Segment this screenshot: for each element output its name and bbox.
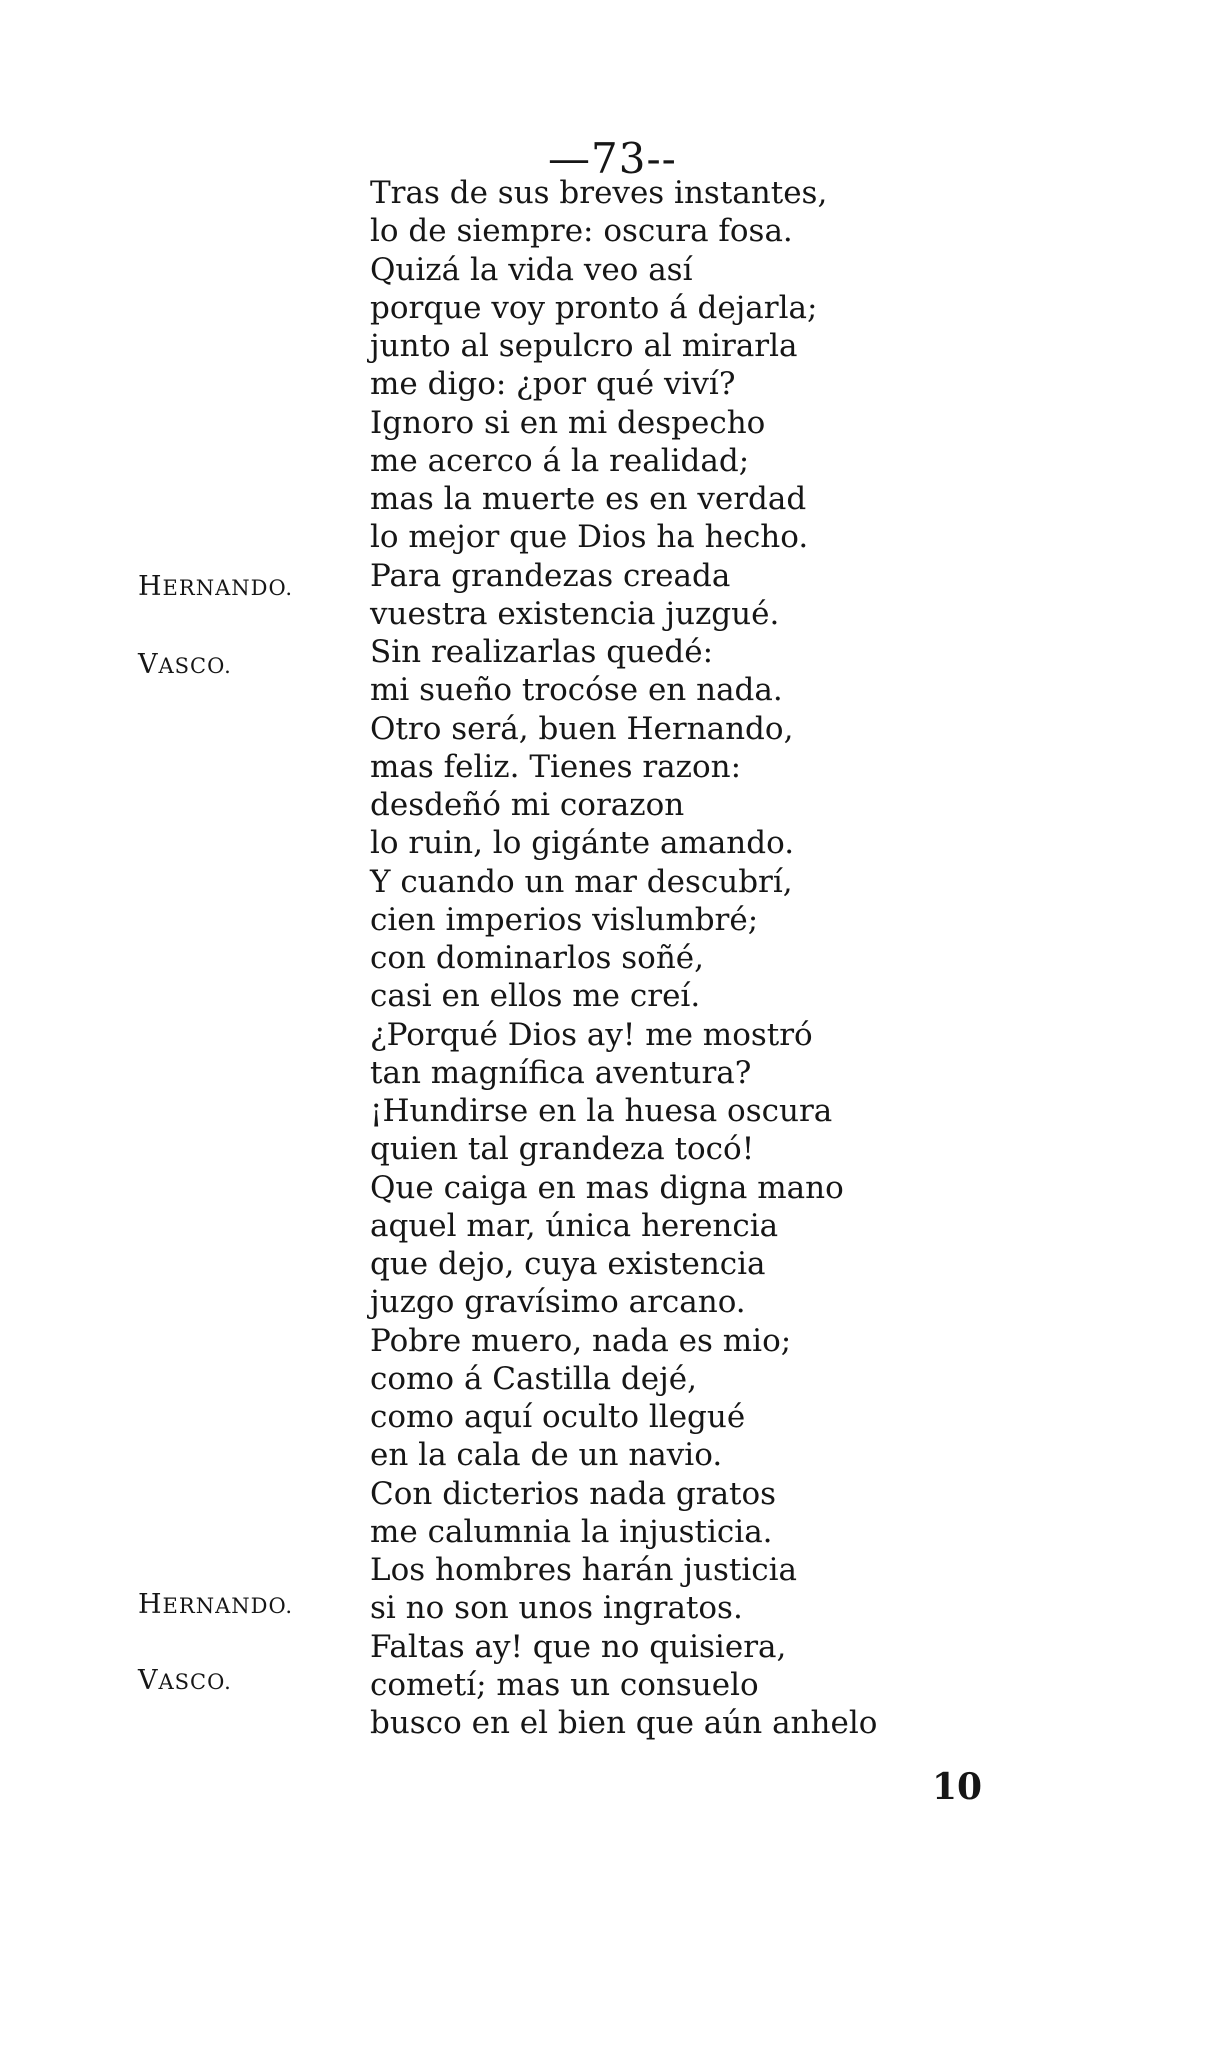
speaker-initial: V bbox=[138, 649, 159, 680]
page-number: —73-- bbox=[548, 134, 677, 183]
verse-line: Otro será, buen Hernando, bbox=[370, 710, 794, 747]
verse-line: aquel mar, única herencia bbox=[370, 1207, 779, 1244]
verse-line: Faltas ay! que no quisiera, bbox=[370, 1628, 787, 1665]
verse-line: Para grandezas creada bbox=[370, 557, 731, 594]
verse-block bbox=[370, 174, 930, 1742]
verse-line: Ignoro si en mi despecho bbox=[370, 404, 766, 441]
speaker-initial: H bbox=[138, 571, 163, 602]
verse-line: mi sueño trocóse en nada. bbox=[370, 672, 783, 709]
verse-line: porque voy pronto á dejarla; bbox=[370, 289, 818, 326]
verse-line: mas feliz. Tienes razon: bbox=[370, 748, 742, 785]
verse-line: tan magnífica aventura? bbox=[370, 1054, 752, 1091]
verse-line: desdeñó mi corazon bbox=[370, 787, 685, 823]
speaker-label-vasco bbox=[138, 646, 232, 685]
verse-line: Quizá la vida veo así bbox=[370, 251, 693, 288]
verse-line: que dejo, cuya existencia bbox=[370, 1246, 766, 1282]
speaker-label-hernando bbox=[138, 568, 293, 607]
verse-line: ¿Porqué Dios ay! me mostró bbox=[370, 1016, 813, 1053]
verse-line: si no son unos ingratos. bbox=[370, 1590, 743, 1627]
verse-line: Y cuando un mar descubrí, bbox=[370, 863, 793, 900]
verse-line: Los hombres harán justicia bbox=[370, 1552, 797, 1588]
speaker-rest: ASCO. bbox=[158, 654, 232, 678]
verse-line: junto al sepulcro al mirarla bbox=[370, 328, 798, 364]
speaker-initial: H bbox=[138, 1589, 163, 1620]
verse-line: vuestra existencia juzgué. bbox=[370, 595, 780, 632]
verse-line: busco en el bien que aún anhelo bbox=[370, 1705, 878, 1741]
verse-line: como á Castilla dejé, bbox=[370, 1360, 697, 1397]
speaker-rest: ERNANDO. bbox=[162, 576, 294, 600]
verse-line: lo mejor que Dios ha hecho. bbox=[370, 519, 809, 556]
speaker-rest: ASCO. bbox=[158, 1670, 232, 1694]
verse-line: en la cala de un navio. bbox=[370, 1437, 723, 1474]
verse-line: me acerco á la realidad; bbox=[370, 442, 750, 479]
verse-line: me digo: ¿por qué viví? bbox=[370, 366, 736, 403]
verse-line: Sin realizarlas quedé: bbox=[370, 634, 714, 670]
speaker-initial: V bbox=[138, 1665, 159, 1696]
signature-mark: 10 bbox=[932, 1766, 983, 1808]
verse-line: ¡Hundirse en la huesa oscura bbox=[370, 1093, 833, 1129]
verse-line: lo de siempre: oscura fosa. bbox=[370, 213, 793, 250]
speaker-label-vasco bbox=[138, 1662, 232, 1701]
verse-line: Tras de sus breves instantes, bbox=[370, 175, 828, 211]
speaker-rest: ERNANDO. bbox=[162, 1594, 294, 1618]
verse-line: como aquí oculto llegué bbox=[370, 1399, 746, 1435]
verse-line: quien tal grandeza tocó! bbox=[370, 1131, 755, 1168]
verse-line: Que caiga en mas digna mano bbox=[370, 1169, 844, 1206]
verse-line: mas la muerte es en verdad bbox=[370, 481, 807, 517]
verse-line: cometí; mas un consuelo bbox=[370, 1666, 759, 1703]
verse-line: casi en ellos me creí. bbox=[370, 978, 701, 1015]
verse-line: cien imperios vislumbré; bbox=[370, 901, 759, 938]
verse-line: juzgo gravísimo arcano. bbox=[370, 1284, 746, 1321]
verse-line: Pobre muero, nada es mio; bbox=[370, 1322, 792, 1359]
verse-line: me calumnia la injusticia. bbox=[370, 1513, 773, 1550]
verse-line: lo ruin, lo gigánte amando. bbox=[370, 825, 795, 862]
verse-line: Con dicterios nada gratos bbox=[370, 1475, 777, 1512]
verse-line: con dominarlos soñé, bbox=[370, 940, 705, 976]
speaker-label-hernando bbox=[138, 1586, 293, 1625]
